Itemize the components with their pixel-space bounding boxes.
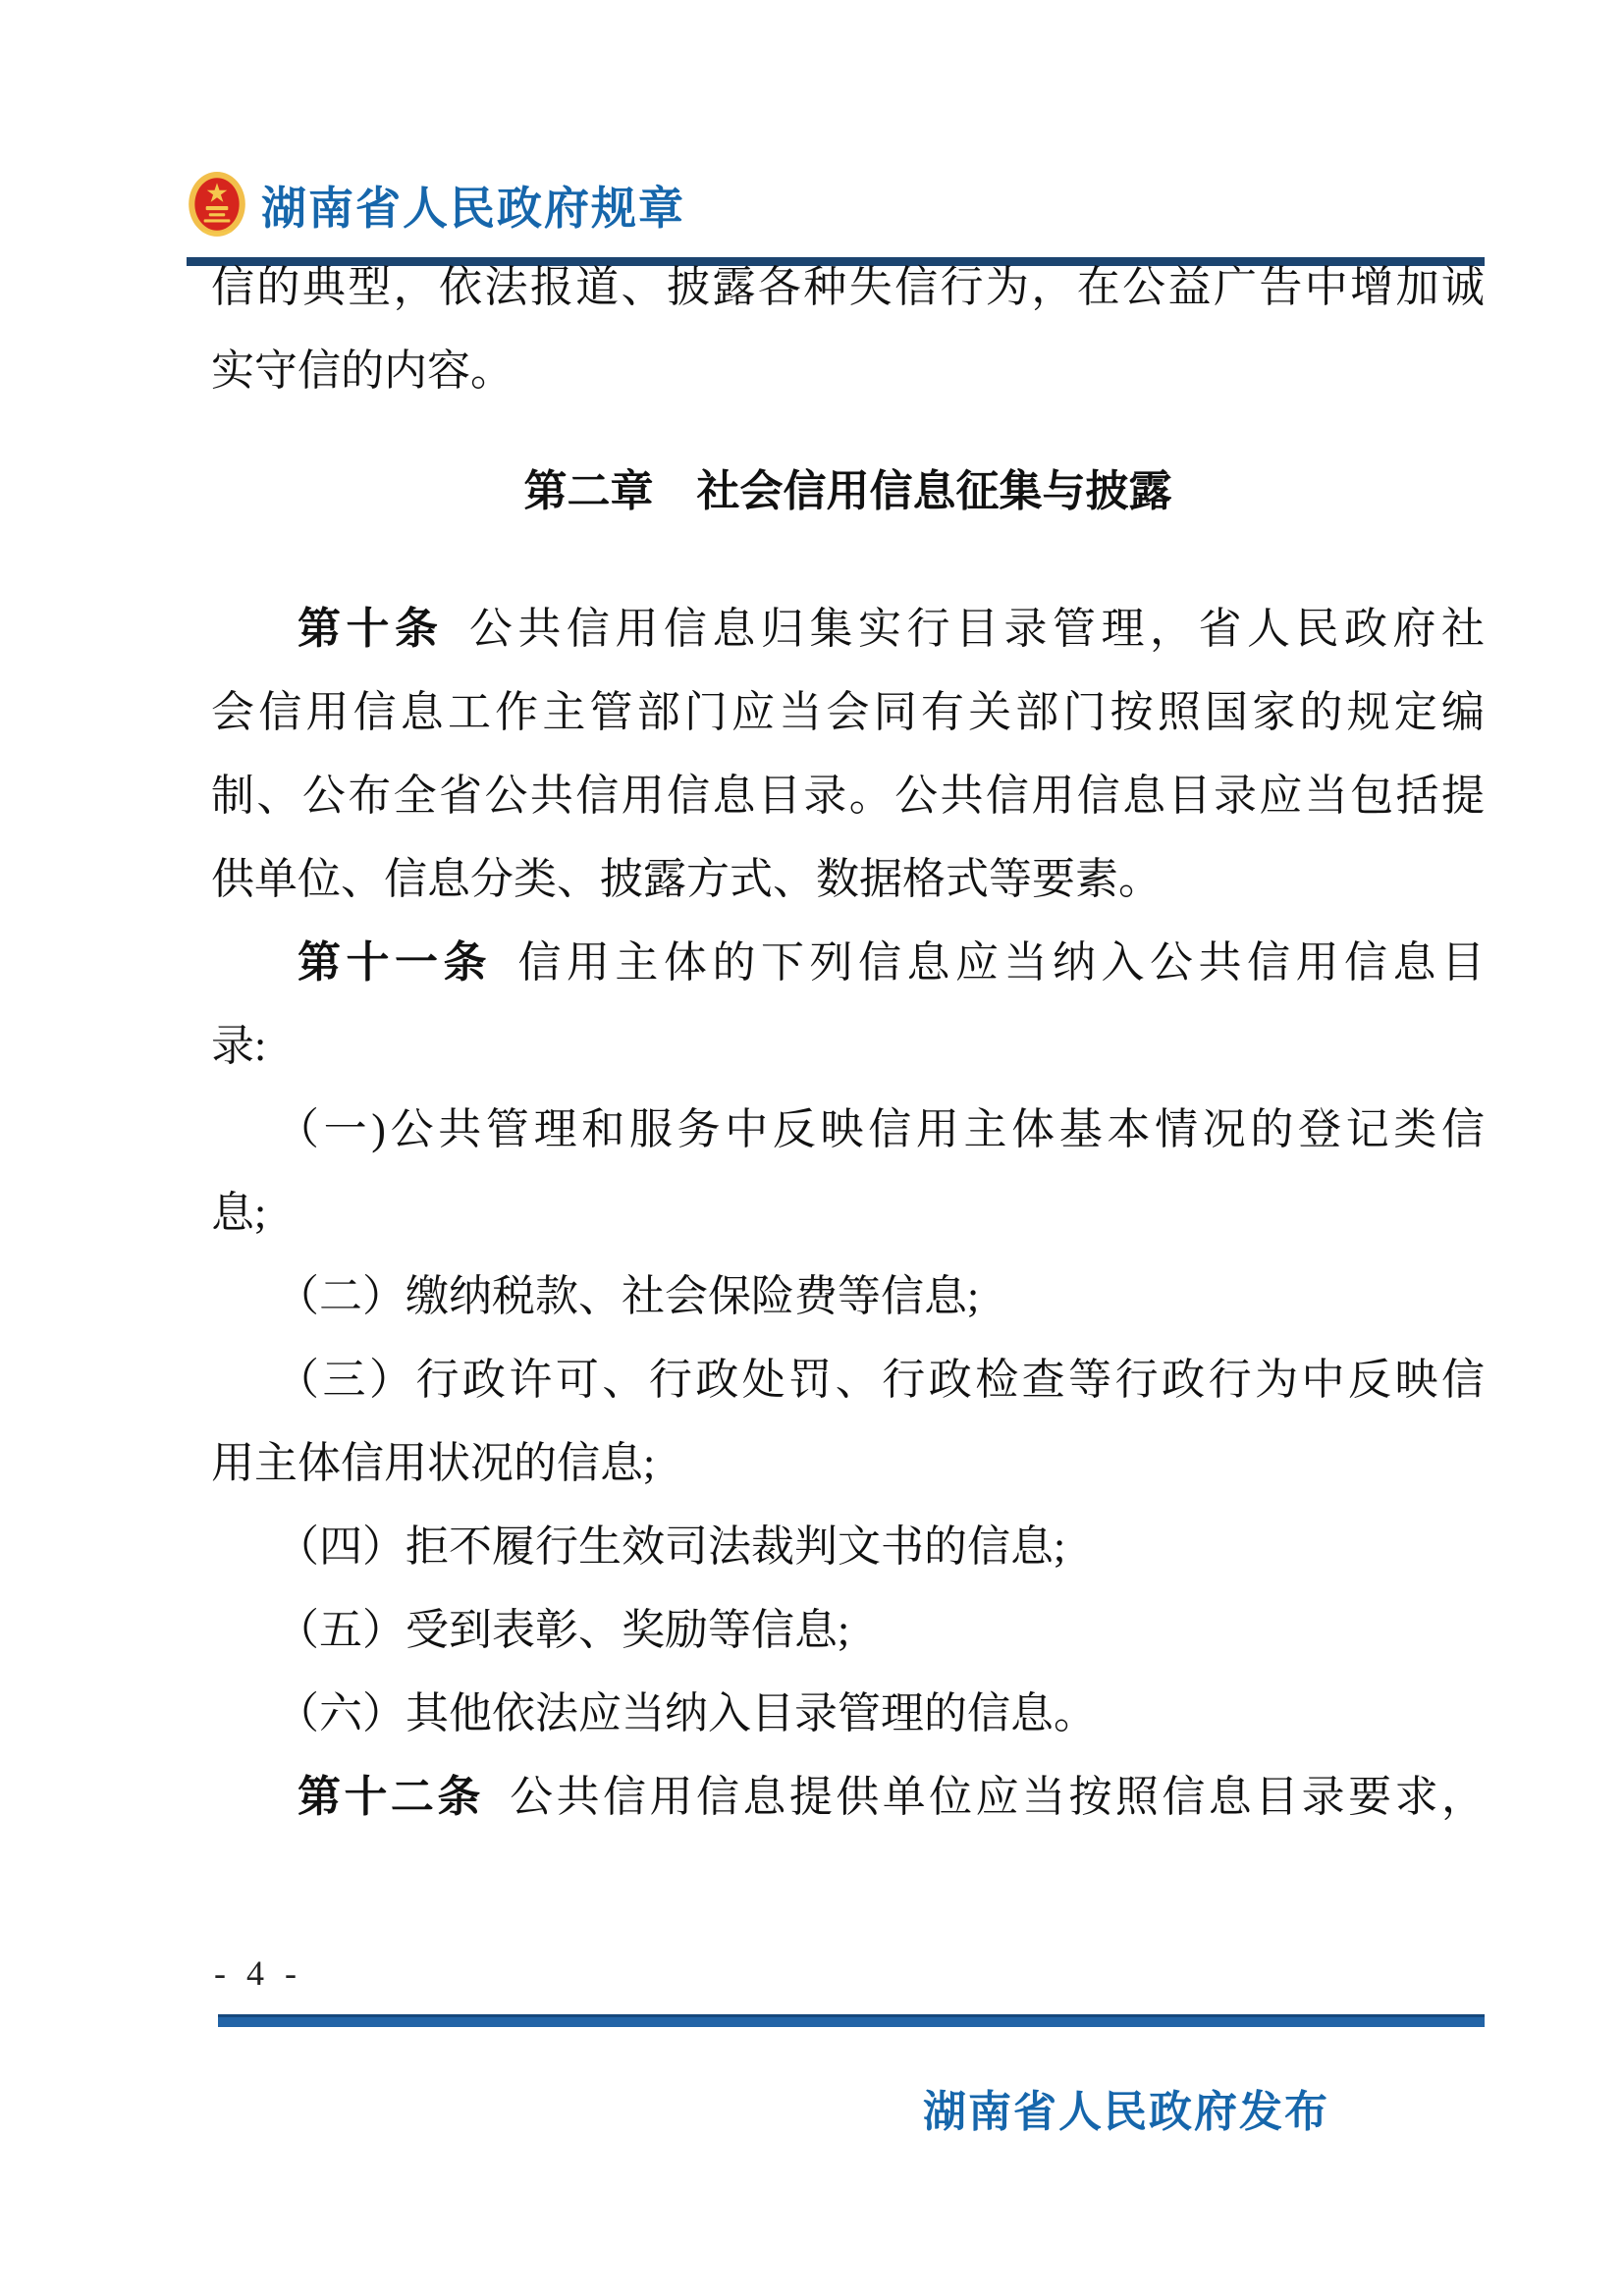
article-10-line <box>211 587 1485 670</box>
text-line: 信的典型，依法报道、披露各种失信行为，在公益广告中增加诚 <box>211 263 1485 311</box>
page-number: - 4 - <box>214 1953 302 1993</box>
chapter-heading: 第二章 社会信用信息征集与披露 <box>523 467 1172 515</box>
document-body <box>211 245 1485 1839</box>
list-item-3: （三）行政许可、行政处罚、行政检查等行政行为中反映信 <box>276 1356 1485 1404</box>
article-12-line <box>211 1755 1485 1839</box>
text-line: 会信用信息工作主管部门应当会同有关部门按照国家的规定编 <box>211 688 1485 736</box>
article-11-text: 信用主体的下列信息应当纳入公共信用信息目 <box>517 938 1486 987</box>
list-item-5: （五）受到表彰、奖励等信息; <box>276 1606 850 1654</box>
article-11-number: 第十一条 <box>298 938 493 987</box>
list-item-4: （四）拒不履行生效司法裁判文书的信息; <box>276 1522 1066 1571</box>
text-line: 实守信的内容。 <box>211 347 514 395</box>
article-12-number: 第十二条 <box>298 1773 484 1821</box>
list-item-1: （一)公共管理和服务中反映信用主体基本情况的登记类信 <box>276 1105 1485 1153</box>
text-line: 录: <box>211 1022 267 1070</box>
list-item-6: （六）其他依法应当纳入目录管理的信息。 <box>276 1689 1097 1737</box>
text-line: 制、公布全省公共信用信息目录。公共信用信息目录应当包括提 <box>211 772 1485 820</box>
article-11-line <box>211 921 1485 1004</box>
header-title: 湖南省人民政府规章 <box>261 183 685 234</box>
page-header <box>187 167 1485 243</box>
text-line: 用主体信用状况的信息; <box>211 1439 656 1487</box>
list-item-2: （二）缴纳税款、社会保险费等信息; <box>276 1272 980 1320</box>
national-emblem-icon <box>187 171 247 240</box>
article-10-text: 公共信用信息归集实行目录管理，省人民政府社 <box>468 605 1485 653</box>
text-line: 息; <box>211 1189 267 1237</box>
publisher-label: 湖南省人民政府发布 <box>923 2088 1329 2136</box>
article-10-number: 第十条 <box>298 605 444 653</box>
footer-divider <box>218 2014 1485 2027</box>
article-12-text: 公共信用信息提供单位应当按照信息目录要求， <box>510 1773 1486 1821</box>
text-line: 供单位、信息分类、披露方式、数据格式等要素。 <box>211 855 1162 903</box>
